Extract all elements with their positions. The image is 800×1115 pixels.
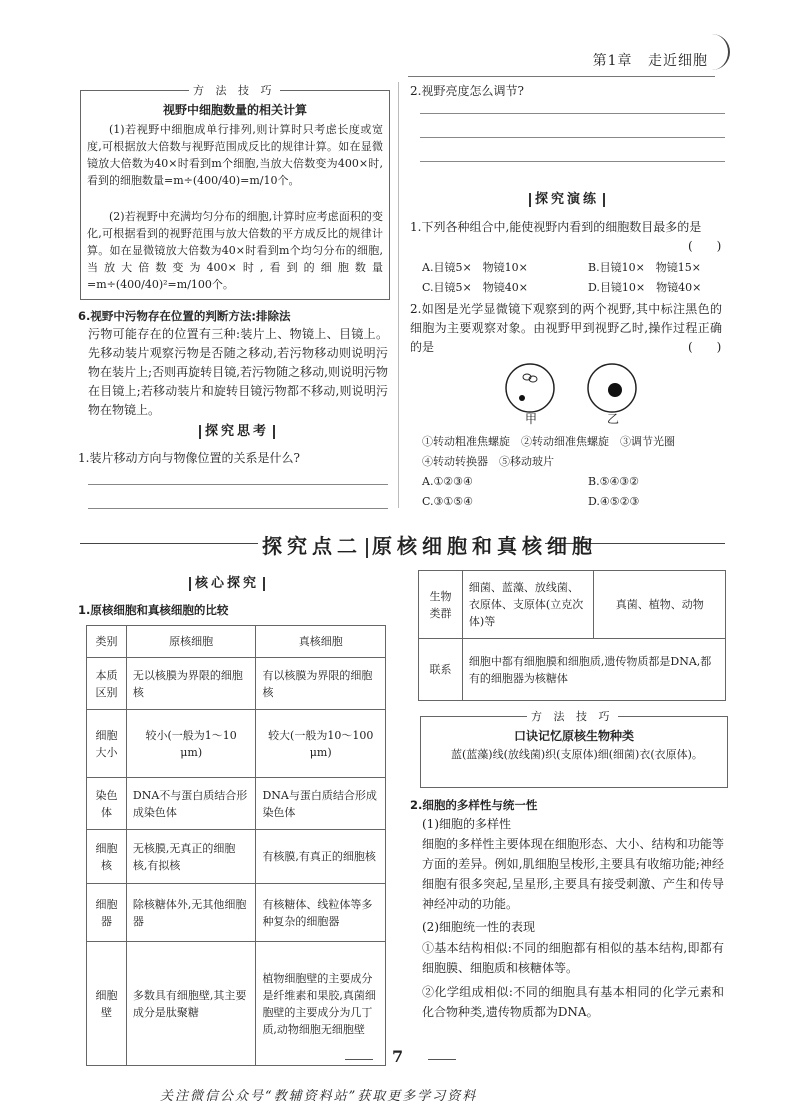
target-cell-large: [608, 383, 622, 397]
core-section-title: 核心探究: [185, 572, 269, 591]
bar-right: [263, 577, 265, 591]
chapter-number: 第1章: [592, 53, 633, 69]
comparison-subtitle: 1.原核细胞和真核细胞的比较: [78, 603, 229, 617]
footer-note: 关注微信公众号“教辅资料站”获取更多学习资料: [160, 1089, 478, 1104]
tip-tag: 方 法 技 巧: [527, 708, 618, 724]
tip-paragraph-2: (2)若视野中充满均匀分布的细胞,计算时应考虑面积的变化,可根据看到的视野范围与放大倍数的平方成反比的规律计算。如在显微镜放大倍数为40×时看到m个均匀分布的细胞,当放大倍数变为400×时,看到的细胞数量=m÷(400/40)²=m/100个。: [87, 210, 383, 291]
chapter-title: 走近细胞: [648, 53, 708, 69]
section2-title: [262, 530, 597, 559]
microscope-fields-figure: [500, 360, 660, 430]
table-row: 本质区别 无以核膜为界限的细胞核 有以核膜为界限的细胞核: [87, 658, 386, 710]
chapter-header: [593, 50, 708, 70]
think-question-1: 1.装片移动方向与物像位置的关系是什么?: [78, 451, 300, 465]
field-label-b: 乙: [607, 412, 620, 426]
q1-option-b: B.目镜10× 物镜15×: [588, 261, 702, 274]
answer-line: [88, 508, 388, 509]
table-row: 生物类群 细菌、蓝藻、放线菌、衣原体、支原体(立克次体)等 真菌、植物、动物: [419, 571, 726, 639]
practice-q2-stem: 2.如图是光学显微镜下观察到的两个视野,其中标注黑色的细胞为主要观察对象。由视野甲到视野乙时,操作过程正确的是: [410, 302, 722, 354]
item2-diversity-text: 细胞的多样性主要体现在细胞形态、大小、结构和功能等方面的差异。例如,肌细胞呈梭形,主要具有收缩功能;神经细胞有很多突起,呈星形,主要具有接受刺激、产生和传导神经冲动的功能。: [422, 837, 724, 911]
q2-option-b: B.⑤④③②: [588, 475, 640, 488]
field-b: [588, 364, 636, 412]
q2-option-a: A.①②③④: [422, 475, 473, 488]
think-section-title: 探究思考: [195, 420, 279, 439]
title-separator: [366, 538, 368, 558]
think-question-2: 2.视野亮度怎么调节?: [410, 84, 524, 98]
item6-body: 污物可能存在的位置有三种:装片上、物镜上、目镜上。先移动装片观察污物是否随之移动,若污物移动则说明污物在装片上;否则再旋转目镜,若污物随之移动,则说明污物在目镜上;若移动装片和旋转目镜污物都不移动,则说明污物在物镜上。: [88, 327, 388, 417]
header-eukaryote: 真核细胞: [256, 626, 386, 658]
header-bracket-icon: [708, 34, 730, 70]
practice-q2-answer-paren: ( ): [688, 340, 722, 354]
q2-option-c: C.③①⑤④: [422, 495, 473, 508]
page-dash-left: [345, 1059, 373, 1060]
column-divider: [398, 82, 399, 508]
tip-tag: 方 法 技 巧: [189, 82, 280, 98]
mnemonic-tip-box: [420, 710, 728, 788]
answer-line: [420, 161, 725, 162]
tip-paragraph-1: (1)若视野中细胞成单行排列,则计算时只考虑长度或宽度,可根据放大倍数与视野范围成反比的规律计算。如在显微镜放大倍数为40×时看到m个细胞,当放大倍数变为400×时,看到的细胞数量=m÷(400/40)=m/10个。: [87, 123, 383, 187]
mnemonic-text: 蓝(蓝藻)线(放线菌)织(支原体)细(细菌)衣(衣原体)。: [451, 748, 703, 761]
header-category: 类别: [87, 626, 127, 658]
q1-option-c: C.目镜5× 物镜40×: [422, 281, 528, 294]
field-a: [506, 364, 554, 412]
tip-title: 口诀记忆原核生物种类: [513, 729, 634, 743]
practice-q1-answer-paren: ( ): [688, 239, 722, 253]
header-prokaryote: 原核细胞: [126, 626, 256, 658]
bar-right: [603, 193, 605, 207]
q2-steps-line2: ④转动转换器 ⑤移动玻片: [422, 455, 554, 468]
comparison-table: [86, 625, 386, 1066]
page-number: 7: [392, 1047, 404, 1066]
bar-left: [529, 193, 531, 207]
table-header-row: [87, 626, 386, 658]
target-cell-small: [519, 395, 525, 401]
section2-title-left: 探究点二: [262, 534, 362, 558]
comparison-table-continued: [418, 570, 726, 701]
q2-option-d: D.④⑤②③: [588, 495, 640, 508]
title-rule-left: [80, 543, 258, 544]
answer-line: [420, 113, 725, 114]
answer-line: [88, 484, 388, 485]
table-row: 细胞壁 多数具有细胞壁,其主要成分是肽聚糖 植物细胞壁的主要成分是纤维素和果胶,真菌细胞壁的主要成分为几丁质,动物细胞无细胞壁: [87, 942, 386, 1066]
item2-sub1: (1)细胞的多样性: [422, 817, 511, 831]
header-rule: [408, 76, 715, 77]
section2-title-right: 原核细胞和真核细胞: [372, 534, 597, 558]
field-label-a: 甲: [525, 412, 538, 426]
answer-line: [420, 137, 725, 138]
bar-left: [199, 425, 201, 439]
q1-option-d: D.目镜10× 物镜40×: [588, 281, 702, 294]
field-a-circle: [506, 364, 554, 412]
method-tip-box: [80, 84, 390, 300]
page-dash-right: [428, 1059, 456, 1060]
tip-title: 视野中细胞数量的相关计算: [162, 103, 307, 117]
bar-right: [273, 425, 275, 439]
item6-title: 6.视野中污物存在位置的判断方法:排除法: [78, 309, 291, 323]
q1-option-a: A.目镜5× 物镜10×: [422, 261, 528, 274]
table-row: 细胞核 无核膜,无真正的细胞核,有拟核 有核膜,有真正的细胞核: [87, 830, 386, 884]
practice-section-title: 探究演练: [525, 188, 609, 207]
table-row: 联系 细胞中都有细胞膜和细胞质,遗传物质都是DNA,都有的细胞器为核糖体: [419, 639, 726, 701]
table-row: 细胞大小 较小(一般为1～10 μm) 较大(一般为10～100 μm): [87, 710, 386, 778]
table-row: 染色体 DNA不与蛋白质结合形成染色体 DNA与蛋白质结合形成染色体: [87, 778, 386, 830]
item2-title: 2.细胞的多样性与统一性: [410, 798, 538, 812]
item2-unity-chemistry: ②化学组成相似:不同的细胞具有基本相同的化学元素和化合物种类,遗传物质都为DNA。: [422, 985, 724, 1019]
bar-left: [189, 577, 191, 591]
practice-q1-stem: 1.下列各种组合中,能使视野内看到的细胞数目最多的是: [410, 220, 702, 234]
q2-steps-line1: ①转动粗准焦螺旋 ②转动细准焦螺旋 ③调节光圈: [422, 435, 675, 448]
table-row: 细胞器 除核糖体外,无其他细胞器 有核糖体、线粒体等多种复杂的细胞器: [87, 884, 386, 942]
item2-sub2: (2)细胞统一性的表现: [422, 920, 535, 934]
item2-unity-structure: ①基本结构相似:不同的细胞都有相似的基本结构,即都有细胞膜、细胞质和核糖体等。: [422, 941, 724, 975]
